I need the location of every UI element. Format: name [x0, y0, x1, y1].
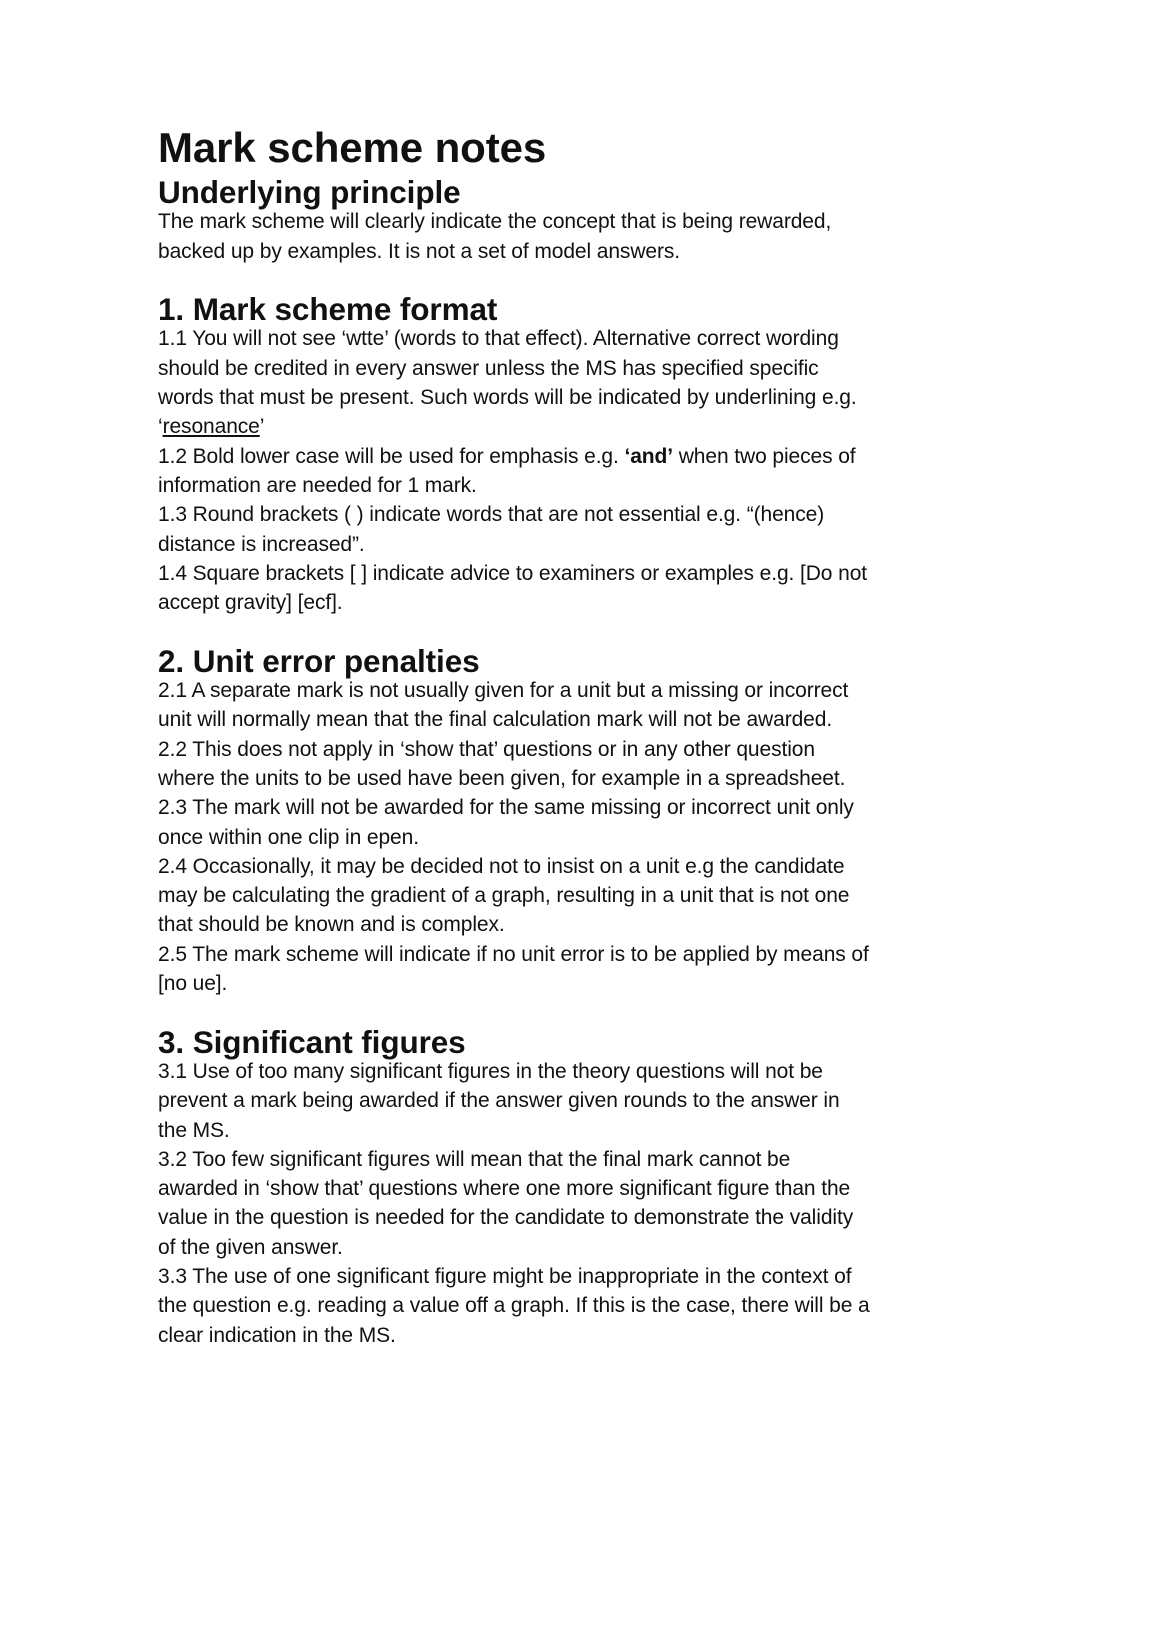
text-line: [158, 442, 918, 471]
open-quote: ‘: [158, 415, 163, 439]
text-line: 1.3 Round brackets ( ) indicate words that are not essential e.g. “(hence): [158, 503, 825, 527]
section-heading: Underlying principle: [158, 174, 461, 210]
section-paragraph: [158, 676, 918, 998]
document-title: Mark scheme notes: [158, 124, 547, 171]
principle-paragraph: [158, 207, 918, 266]
text-line: clear indication in the MS.: [158, 1323, 396, 1347]
text-line: backed up by examples. It is not a set of model answers.: [158, 239, 681, 263]
text-line: 2.5 The mark scheme will indicate if no unit error is to be applied by means of: [158, 942, 869, 966]
text-line: 2.4 Occasionally, it may be decided not to insist on a unit e.g the candidate: [158, 854, 845, 878]
text-line: accept gravity] [ecf].: [158, 591, 343, 615]
text-line: 2.2 This does not apply in ‘show that’ questions or in any other question: [158, 737, 815, 761]
text-line: [158, 412, 918, 441]
section-heading: 2. Unit error penalties: [158, 642, 480, 679]
text-line: of the given answer.: [158, 1235, 343, 1259]
bold-example-word: ‘and’: [624, 444, 673, 468]
text-line: 2.1 A separate mark is not usually given for a unit but a missing or incorrect: [158, 679, 849, 703]
text-line: 3.3 The use of one significant figure might be inappropriate in the context of: [158, 1264, 852, 1288]
text-line: 3.2 Too few significant figures will mean that the final mark cannot be: [158, 1147, 791, 1171]
text-fragment: 1.2 Bold lower case will be used for emphasis e.g.: [158, 444, 625, 468]
text-line: distance is increased”.: [158, 532, 365, 556]
underlined-example-word: resonance: [162, 415, 260, 439]
text-line: the question e.g. reading a value off a graph. If this is the case, there will be a: [158, 1294, 870, 1318]
text-line: 2.3 The mark will not be awarded for the same missing or incorrect unit only: [158, 796, 854, 820]
text-line: awarded in ‘show that’ questions where one more significant figure than the: [158, 1177, 851, 1201]
text-line: The mark scheme will clearly indicate the concept that is being rewarded,: [158, 210, 832, 234]
underlying-principle-section: [158, 174, 918, 266]
text-line: unit will normally mean that the final calculation mark will not be awarded.: [158, 708, 833, 732]
text-line: 1.1 You will not see ‘wtte’ (words to that effect). Alternative correct wording: [158, 327, 839, 351]
text-line: value in the question is needed for the candidate to demonstrate the validity: [158, 1206, 854, 1230]
section-paragraph: [158, 1057, 918, 1350]
section-heading: 1. Mark scheme format: [158, 291, 498, 328]
text-line: that should be known and is complex.: [158, 913, 505, 937]
unit-error-penalties-section: [158, 642, 918, 999]
section-paragraph: [158, 324, 918, 617]
text-line: information are needed for 1 mark.: [158, 473, 477, 497]
document-page: [158, 124, 918, 1350]
text-fragment: when two pieces of: [673, 444, 856, 468]
text-line: [no ue].: [158, 972, 228, 996]
close-quote: ’: [259, 415, 265, 439]
text-line: once within one clip in epen.: [158, 825, 419, 849]
text-line: prevent a mark being awarded if the answer given rounds to the answer in: [158, 1089, 840, 1113]
text-line: 3.1 Use of too many significant figures in the theory questions will not be: [158, 1059, 823, 1083]
text-line: words that must be present. Such words will be indicated by underlining e.g.: [158, 386, 857, 410]
text-line: should be credited in every answer unless the MS has specified specific: [158, 356, 819, 380]
text-line: the MS.: [158, 1118, 230, 1142]
text-line: may be calculating the gradient of a graph, resulting in a unit that is not one: [158, 884, 850, 908]
mark-scheme-format-section: [158, 291, 918, 617]
text-line: where the units to be used have been given, for example in a spreadsheet.: [158, 766, 846, 790]
section-heading: 3. Significant figures: [158, 1023, 466, 1060]
significant-figures-section: [158, 1023, 918, 1350]
text-line: 1.4 Square brackets [ ] indicate advice to examiners or examples e.g. [Do not: [158, 561, 868, 585]
